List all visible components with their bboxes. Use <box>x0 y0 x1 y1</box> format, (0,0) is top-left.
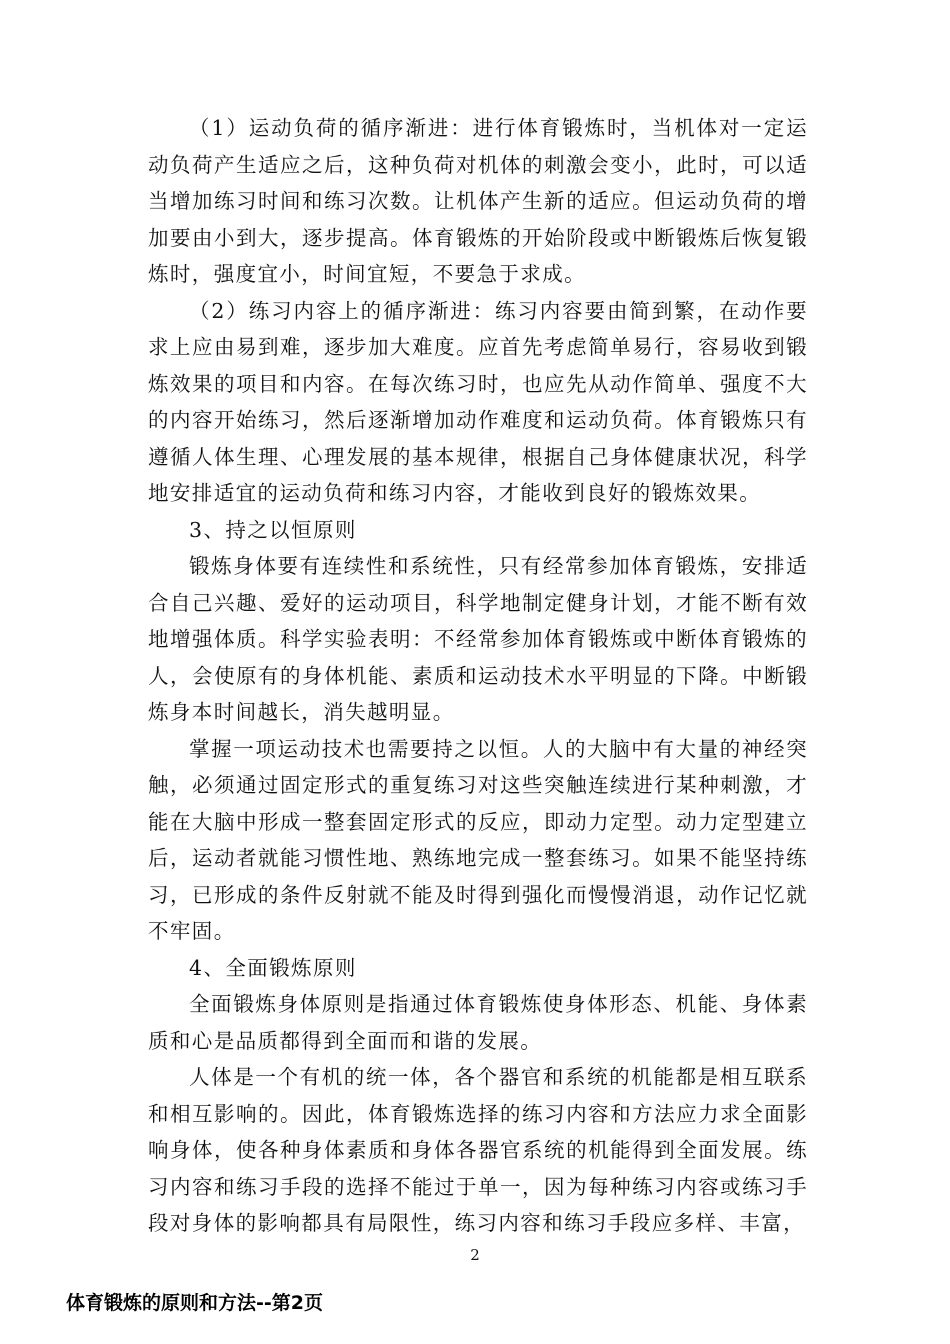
footer-caption: 体育锻炼的原则和方法--第2页 <box>66 1292 323 1314</box>
paragraph-comprehensive-definition: 全面锻炼身体原则是指通过体育锻炼使身体形态、机能、身体素质和心是品质都得到全面而和谐的发展。 <box>148 992 808 1053</box>
paragraph-organism-unity: 人体是一个有机的统一体，各个器官和系统的机能都是相互联系和相互影响的。因此，体育锻炼选择的练习内容和方法应力求全面影响身体，使各种身体素质和身体各器官系统的机能得到全面发展。练习内容和练习手段的选择不能过于单一，因为每种练习内容或练习手段对身体的影响都具有局限性，练习内容和练习手段应多样、丰富， <box>148 1065 808 1235</box>
paragraph-continuity: 锻炼身体要有连续性和系统性，只有经常参加体育锻炼，安排适合自己兴趣、爱好的运动项目，科学地制定健身计划，才能不断有效地增强体质。科学实验表明：不经常参加体育锻炼或中断体育锻炼的人，会使原有的身体机能、素质和运动技术水平明显的下降。中断锻炼身本时间越长，消失越明显。 <box>148 554 808 724</box>
section-heading-comprehensive: 4、全面锻炼原则 <box>189 955 357 980</box>
page-number: 2 <box>470 1246 480 1264</box>
document-body <box>148 110 808 1242</box>
paragraph-motor-skill: 掌握一项运动技术也需要持之以恒。人的大脑中有大量的神经突触，必须通过固定形式的重复练习对这些突触连续进行某种刺激，才能在大脑中形成一整套固定形式的反应，即动力定型。动力定型建立后，运动者就能习惯性地、熟练地完成一整套练习。如果不能坚持练习，已形成的条件反射就不能及时得到强化而慢慢消退，动作记忆就不牢固。 <box>148 736 808 943</box>
paragraph-load-progression: （1）运动负荷的循序渐进：进行体育锻炼时，当机体对一定运动负荷产生适应之后，这种负荷对机体的刺激会变小，此时，可以适当增加练习时间和练习次数。让机体产生新的适应。但运动负荷的增加要由小到大，逐步提高。体育锻炼的开始阶段或中断锻炼后恢复锻炼时，强度宜小，时间宜短，不要急于求成。 <box>148 116 808 286</box>
paragraph-content-progression: （2）练习内容上的循序渐进：练习内容要由简到繁，在动作要求上应由易到难，逐步加大难度。应首先考虑简单易行，容易收到锻炼效果的项目和内容。在每次练习时，也应先从动作简单、强度不大的内容开始练习，然后逐渐增加动作难度和运动负荷。体育锻炼只有遵循人体生理、心理发展的基本规律，根据自己身体健康状况，科学地安排适宜的运动负荷和练习内容，才能收到良好的锻炼效果。 <box>148 298 808 505</box>
section-heading-persistence: 3、持之以恒原则 <box>189 517 357 542</box>
